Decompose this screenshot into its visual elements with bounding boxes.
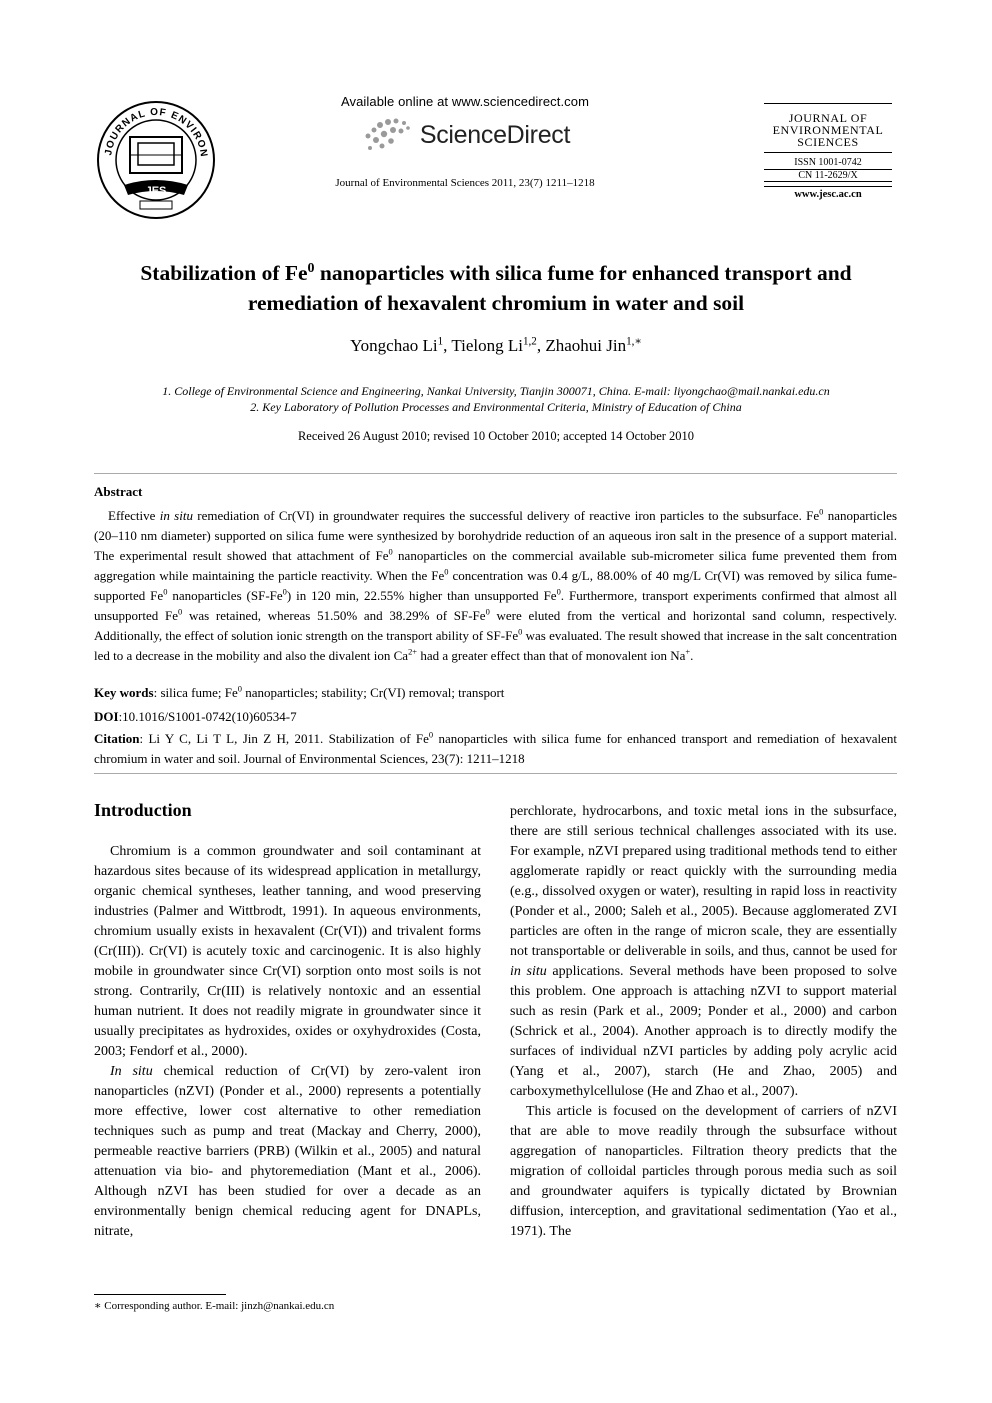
jes-issn: ISSN 1001-0742 [794, 157, 862, 168]
corresponding-author-footnote: ∗ Corresponding author. E-mail: jinzh@nankai.edu.cn [94, 1300, 335, 1312]
author-sup: 1 [437, 335, 444, 348]
sciencedirect-logo [310, 115, 620, 155]
author-sup: 1,2 [523, 335, 537, 348]
keywords: Key words: silica fume; Fe$^0$ nanoparticles; stability; Cr(VI) removal; transport [94, 683, 505, 700]
author-name: , Zhaohui Jin [536, 336, 627, 355]
title-part: Stabilization of Fe [140, 261, 308, 285]
article-title [60, 258, 932, 318]
right-column [510, 802, 897, 1242]
affiliations [60, 383, 932, 415]
authors [0, 336, 992, 356]
available-online-text: Available online at www.sciencedirect.com [340, 94, 590, 109]
author-sup: 1,∗ [626, 335, 642, 348]
affiliation-1: 1. College of Environmental Science and Engineering, Nankai University, Tianjin 300071, China. E-mail: liyongchao@mail.nankai.edu.cn [162, 384, 830, 398]
doi: DOI:10.1016/S1001-0742(10)60534-7 [94, 709, 297, 724]
footnote-rule [94, 1294, 226, 1295]
journal-seal-logo [94, 99, 218, 221]
left-column [94, 842, 481, 1242]
introduction-heading: Introduction [94, 800, 192, 820]
citation: Citation: Li Y C, Li T L, Jin Z H, 2011. Stabilization of Fe$^0$ nanoparticles with silica fume for enhanced transport and remediation of hexavalent chromium in water and soil. Journal of Environmental Sciences, 23(7): 1211–1218 [94, 729, 898, 766]
seal-abbr: JES [145, 185, 167, 197]
title-part: remediation of hexavalent chromium in water and soil [247, 291, 745, 315]
title-part: nanoparticles with silica fume for enhanced transport and [314, 261, 852, 285]
jes-title [764, 104, 892, 148]
received-dates: Received 26 August 2010; revised 10 October 2010; accepted 14 October 2010 [297, 429, 695, 443]
sciencedirect-dots-icon [360, 116, 412, 154]
sciencedirect-wordmark: ScienceDirect [419, 120, 571, 149]
paragraph: Chromium is a common groundwater and soil contaminant at hazardous sites because of its widespread application in metallurgy, organic chemical syntheses, leather tanning, and wood preserving industries (Palmer and Wittbrodt, 1991). In aqueous environments, chromium usually exists in hexavalent (Cr(VI)) and trivalent forms (Cr(III)). Cr(VI) is acutely toxic and carcinogenic. It is also highly mobile in groundwater since Cr(VI) sorption onto most soils is not strong. Contrarily, Cr(III) is relatively nontoxic and an essential human nutrient. It does not readily migrate in groundwater since it usually precipitates as hydroxides, oxides or oxyhydroxides (Costa, 2003; Fendorf et al., 2000). [94, 844, 481, 1059]
svg-text:JOURNAL OF ENVIRONMENTAL SCIEN [94, 99, 209, 158]
paragraph: In situ chemical reduction of Cr(VI) by zero-valent iron nanoparticles (nZVI) (Ponder et al., 2000) represents a potentially more effective, lower cost alternative to other remediation techniques such as pump and treat (Mackay and Cherry, 2000), permeable reactive barriers (PRB) (Wilkin et al., 2005) and natural attenuation via bio- and phytoremediation (Mant et al., 2006). Although nZVI has been studied for over a decade as an environmentally benign chemical reducing agent for DNAPLs, nitrate, [94, 1064, 481, 1239]
jes-cn: CN 11-2629/X [764, 169, 892, 182]
divider [94, 473, 897, 474]
divider [94, 773, 897, 774]
author-name: Yongchao Li [350, 336, 438, 355]
sciencedirect-block [310, 94, 620, 189]
paragraph: perchlorate, hydrocarbons, and toxic metal ions in the subsurface, there are still serious technical challenges associated with its use. For example, nZVI prepared using traditional methods tend to either agglomerate rapidly or react quickly with the surrounding media (e.g., dissolved oxygen or water), resulting in rapid loss in reactivity (Ponder et al., 2000; Saleh et al., 2005). Because agglomerated ZVI particles are often in the range of micron scale, they are essentially not transportable or deliverable in soils, and thus, cannot be used for in situ applications. Several methods have been proposed to solve this problem. One approach is attaching nZVI to support material such as resin (Park et al., 2009; Ponder et al., 2000) and carbon (Schrick et al., 2004). Another approach is to directly modify the surfaces of individual nZVI particles by adding poly acrylic acid (Yang et al., 2007), starch (He and Zhao, 2005) and carboxymethylcellulose (He and Zhao et al., 2007). [510, 804, 897, 1099]
jes-url: www.jesc.ac.cn [794, 189, 862, 200]
jes-masthead [764, 103, 892, 201]
abstract-text: Effective in situ remediation of Cr(VI) in groundwater requires the successful delivery of reactive iron particles to the subsurface. Fe$^0$ nanoparticles (20–110 nm diameter) supported on silica fume were synthesized by borohydride reduction of an aqueous iron salt in the presence of a support material. The experimental result showed that attachment of Fe$^0$ nanoparticles on the commercial available sub-micrometer silica fume prevented them from aggregation while maintaining the particle reactivity. When the Fe$^0$ concentration was 0.4 g/L, 88.00% of 40 mg/L Cr(VI) was removed by silica fume-supported Fe$^0$ nanoparticles (SF-Fe$^0$) in 120 min, 22.55% higher than unsupported Fe$^0$. Furthermore, transport experiments confirmed that almost all unsupported Fe$^0$ was retained, whereas 51.50% and 38.29% of SF-Fe$^0$ were eluted from the vertical and horizontal sand column, respectively. Additionally, the effect of solution ionic strength on the transport ability of SF-Fe$^0$ was evaluated. The result showed that increase in the salt concentration led to a decrease in the mobility and also the divalent ion $Ca^{2+}$ had a greater effect than that of monovalent ion Na+. [94, 506, 898, 663]
seal-ring-text: JOURNAL OF ENVIRON [103, 106, 210, 159]
journal-reference: Journal of Environmental Sciences 2011, 23(7) 1211–1218 [335, 177, 595, 189]
abstract-heading: Abstract [94, 484, 143, 499]
author-name: , Tielong Li [443, 336, 524, 355]
title-sup: 0 [307, 260, 315, 276]
jes-title-line: SCIENCES [797, 135, 859, 149]
affiliation-2: 2. Key Laboratory of Pollution Processes and Environmental Criteria, Ministry of Education of China [250, 400, 742, 414]
jes-title-line: JOURNAL OF [788, 111, 868, 125]
jes-title-line: ENVIRONMENTAL [772, 123, 884, 137]
paragraph: This article is focused on the development of carriers of nZVI that are able to move readily through the subsurface without aggregation of nanoparticles. Filtration theory predicts that the migration of colloidal particles through porous media such as soil and groundwater aquifers is typically dictated by Brownian diffusion, interception, and gravitational sedimentation (Yao et al., 1971). The [510, 1104, 897, 1239]
